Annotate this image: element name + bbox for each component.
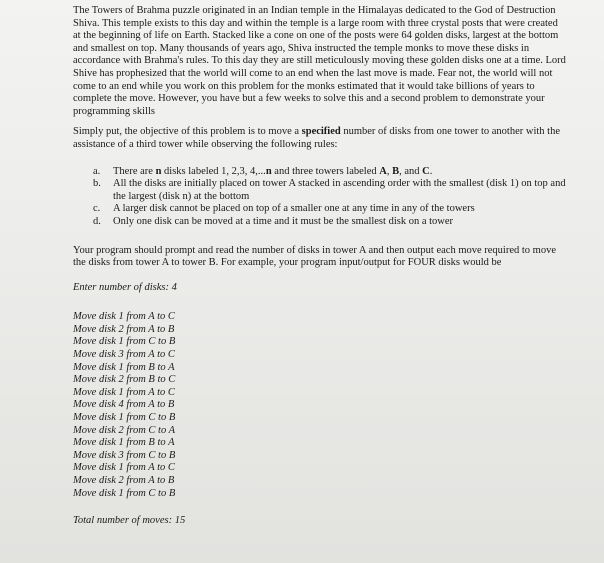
rule-letter: d. [93, 215, 101, 227]
rule-letter: c. [93, 203, 101, 215]
total-moves: Total number of moves: 15 [73, 515, 186, 527]
rule-item [73, 216, 566, 229]
move-line: Move disk 1 from A to C [73, 386, 175, 398]
move-line: Move disk 1 from C to B [73, 487, 176, 499]
move-line: Move disk 1 from A to C [73, 311, 175, 323]
rule-text: All the disks are initially placed on tower A stacked in ascending order with the smallest (disk 1) on top and the largest (disk n) at the bottom [113, 178, 566, 202]
rule-text: Only one disk can be moved at a time and it must be the smallest disk on a tower [113, 215, 454, 227]
rule-letter: b. [93, 178, 101, 190]
move-line: Move disk 3 from C to B [73, 449, 176, 461]
move-line: Move disk 1 from B to A [73, 361, 175, 373]
move-line: Move disk 2 from C to A [73, 424, 176, 436]
move-line: Move disk 2 from B to C [73, 374, 176, 386]
move-line: Move disk 1 from A to C [73, 462, 175, 474]
rule-item [73, 166, 566, 179]
example-prompt: Enter number of disks: 4 [73, 281, 177, 293]
program-paragraph: Your program should prompt and read the number of disks in tower A and then output each move required to move the disks from tower A to tower B. For example, your program input/output for FOUR disks would be [73, 244, 557, 269]
rule-text: There are n disks labeled 1, 2,3, 4,...n and three towers labeled A, B, and C. [113, 165, 433, 177]
rule-letter: a. [93, 165, 101, 177]
rule-text: A larger disk cannot be placed on top of a smaller one at any time in any of the towers [113, 203, 475, 215]
move-line: Move disk 1 from B to A [73, 437, 175, 449]
move-line: Move disk 3 from A to C [73, 349, 175, 361]
rule-item [73, 203, 566, 216]
move-line: Move disk 2 from A to B [73, 475, 175, 486]
objective-paragraph [73, 126, 566, 151]
move-line: Move disk 2 from A to B [73, 323, 175, 335]
move-line: Move disk 4 from A to B [73, 399, 175, 411]
move-line: Move disk 1 from C to B [73, 336, 176, 348]
rules-list [73, 166, 566, 229]
move-line: Move disk 1 from C to B [73, 412, 176, 424]
rule-item [73, 178, 566, 203]
objective-text: Simply put, the objective of this problem is to move a specified number of disks from one tower to another with the assistance of a third tower while observing the following rules: [73, 126, 561, 150]
intro-paragraph: The Towers of Brahma puzzle originated in an Indian temple in the Himalayas dedicated to the God of Destruction Shiva. This temple exists to this day and within the temple is a large room with three crystal posts that were created at the beginning of life on Earth. Stacked like a cone on one of the posts were 64 golden disks, largest at the bottom and smallest on top. Many thousands of years ago, Shiva instructed the temple monks to move these disks in accordance with Brahma's rules. To this day they are still meticulously moving these golden disks one at a time. Lord Shive has prophesized that the world will come to an end when the last move is made. Fear not, the world will not come to an end while you work on this problem for the monks estimated that it would take billions of years to complete the move. However, you have but a few weeks to solve this and a second problem to demonstrate your programming skills [73, 5, 566, 117]
example-moves [73, 311, 566, 500]
